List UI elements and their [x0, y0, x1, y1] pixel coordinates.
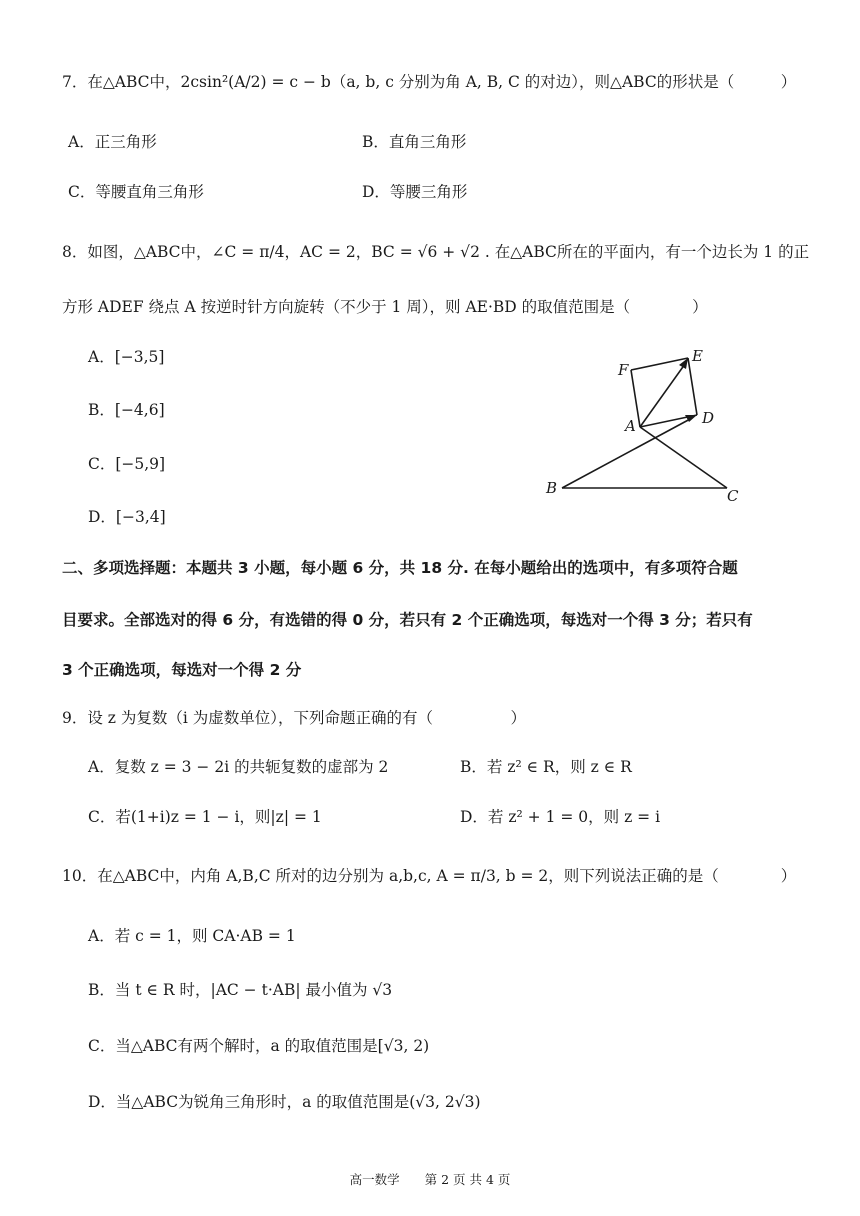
section2-line1: 二、多项选择题：本题共 3 小题，每小题 6 分，共 18 分. 在每小题给出的选项中，有多项符合题 — [62, 559, 738, 577]
label-d: D — [702, 409, 715, 427]
q8-option-a: A．[−3,5] — [88, 348, 165, 366]
page-footer: 高一数学 第 2 页 共 4 页 — [349, 1172, 511, 1187]
label-b: B — [546, 479, 558, 497]
label-f: F — [618, 361, 629, 379]
q10-stem: 10．在△ABC中，内角 A,B,C 所对的边分别为 a,b,c, A = π/3, b = 2，则下列说法正确的是（ ） — [62, 867, 797, 885]
q7-option-d: D．等腰三角形 — [362, 183, 468, 201]
q8-option-b: B．[−4,6] — [88, 401, 165, 419]
label-c: C — [727, 487, 739, 505]
q8-option-d: D．[−3,4] — [88, 508, 166, 526]
q10-option-c: C．当△ABC有两个解时，a 的取值范围是[√3, 2) — [88, 1037, 430, 1055]
q8-figure — [535, 345, 745, 505]
q9-option-a: A．复数 z = 3 − 2i 的共轭复数的虚部为 2 — [88, 758, 389, 776]
q9-option-c: C．若(1+i)z = 1 − i，则|z| = 1 — [88, 808, 322, 826]
q7-option-c: C．等腰直角三角形 — [68, 183, 204, 201]
q10-option-b: B．当 t ∈ R 时，|AC − t·AB| 最小值为 √3 — [88, 981, 393, 999]
segment-ed — [688, 358, 697, 415]
q7-option-a: A．正三角形 — [68, 133, 157, 151]
segment-fe — [631, 358, 688, 370]
q10-option-a: A．若 c = 1，则 CA·AB = 1 — [88, 927, 296, 945]
label-a: A — [625, 417, 636, 435]
q9-option-d: D．若 z² + 1 = 0，则 z = i — [460, 808, 661, 826]
segment-ac — [640, 427, 727, 488]
label-e: E — [692, 347, 703, 365]
section2-line3: 3 个正确选项，每选对一个得 2 分 — [62, 661, 302, 679]
q10-option-d: D．当△ABC为锐角三角形时，a 的取值范围是(√3, 2√3) — [88, 1093, 481, 1111]
vector-ae — [640, 364, 685, 427]
q9-stem: 9．设 z 为复数（i 为虚数单位），下列命题正确的有（ ） — [62, 709, 527, 727]
q8-option-c: C．[−5,9] — [88, 455, 166, 473]
q7-stem: 7．在△ABC中，2csin²(A/2) = c − b（a, b, c 分别为角 A, B, C 的对边），则△ABC的形状是（ ） — [62, 73, 797, 91]
q8-stem-line1: 8．如图，△ABC中，∠C = π/4，AC = 2，BC = √6 + √2 . 在△ABC所在的平面内，有一个边长为 1 的正 — [62, 243, 810, 261]
q8-stem-line2: 方形 ADEF 绕点 A 按逆时针方向旋转（不少于 1 周），则 AE·BD 的取值范围是（ ） — [62, 298, 708, 316]
q9-option-b: B．若 z² ∈ R，则 z ∈ R — [460, 758, 632, 776]
section2-line2: 目要求。全部选对的得 6 分，有选错的得 0 分，若只有 2 个正确选项，每选对一个得 3 分；若只有 — [62, 611, 753, 629]
q7-option-b: B．直角三角形 — [362, 133, 467, 151]
